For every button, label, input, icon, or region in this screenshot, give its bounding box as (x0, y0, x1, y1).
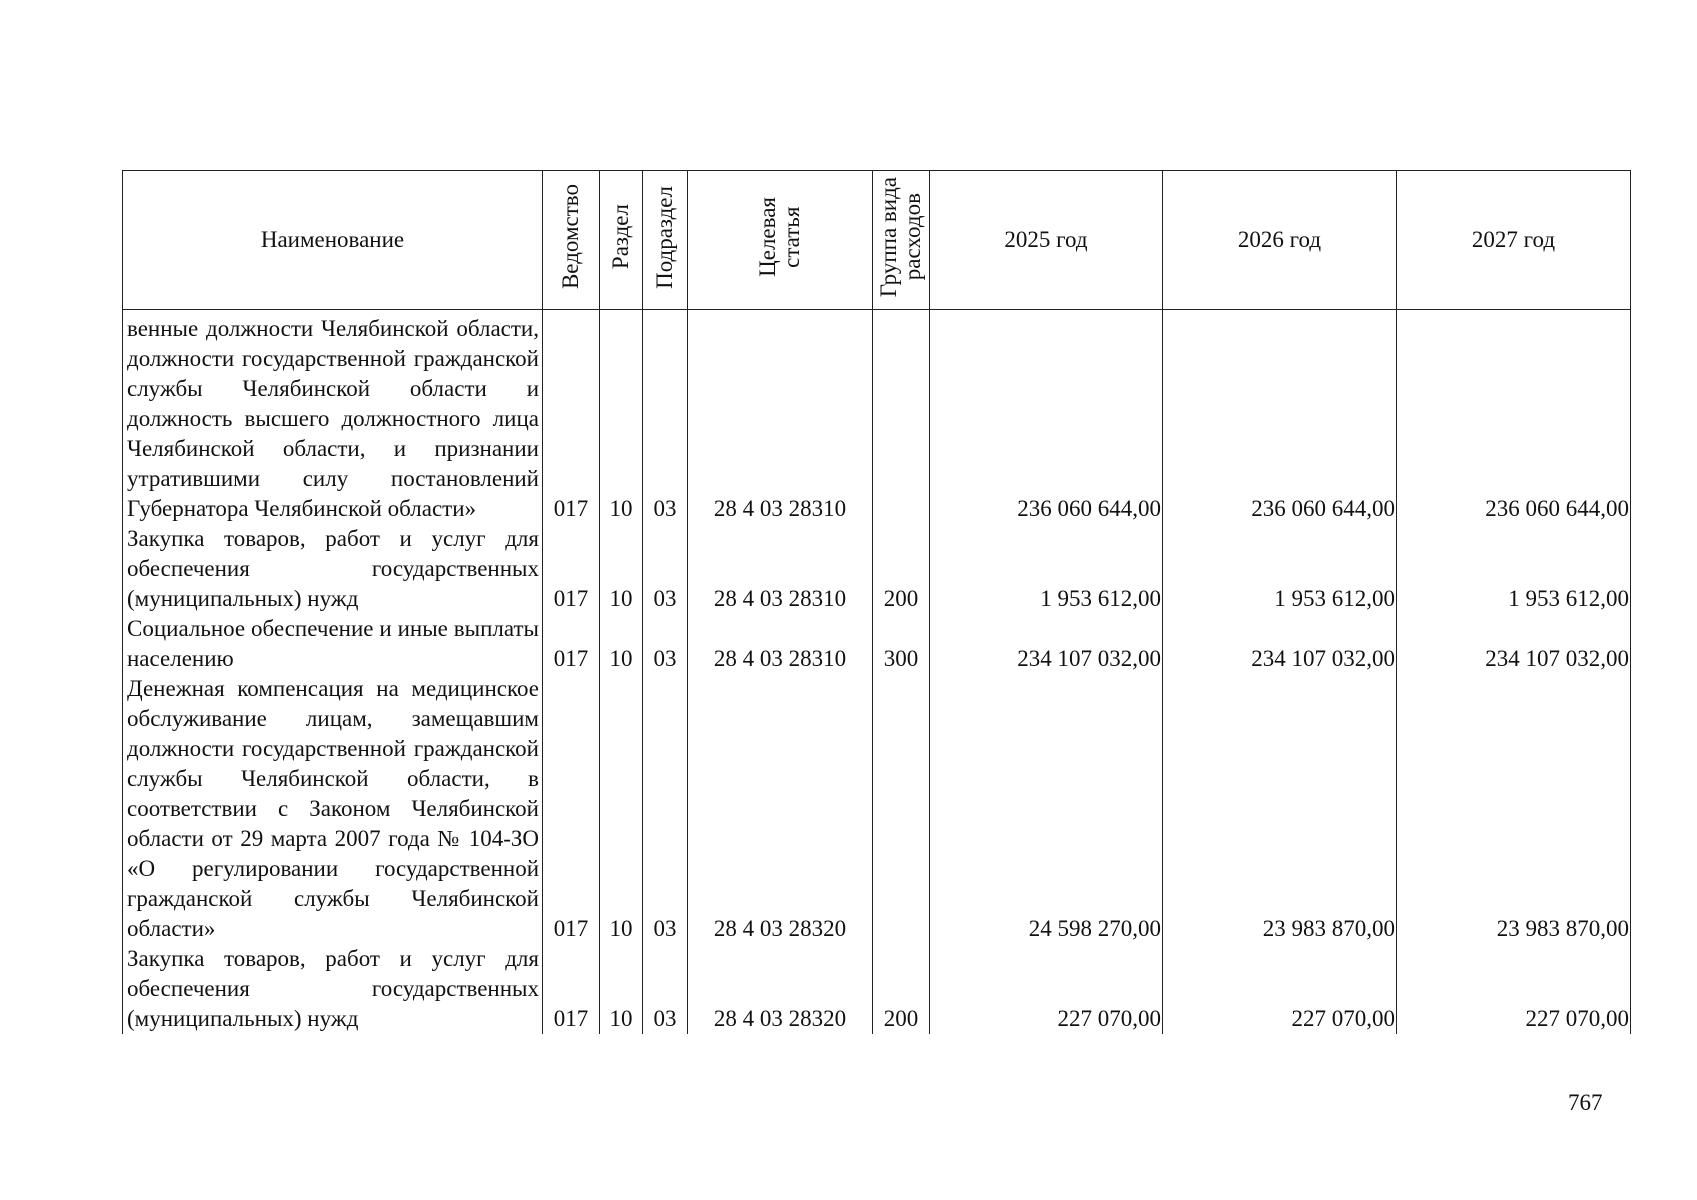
row-2026: 227 070,00 (1163, 944, 1397, 1034)
page-number: 767 (1568, 1090, 1603, 1115)
budget-table (122, 170, 1631, 1034)
header-2026-label: 2026 год (1237, 227, 1322, 252)
row-gruppa: 200 (873, 524, 930, 614)
header-gruppa (873, 171, 930, 310)
header-2025 (930, 171, 1163, 310)
row-celevaya: 28 4 03 28310 (688, 310, 873, 525)
table-row (123, 614, 1631, 674)
row-2027: 1 953 612,00 (1397, 524, 1631, 614)
row-celevaya: 28 4 03 28320 (688, 944, 873, 1034)
row-gruppa: 200 (873, 944, 930, 1034)
row-celevaya: 28 4 03 28320 (688, 674, 873, 944)
row-2025: 1 953 612,00 (930, 524, 1163, 614)
header-celevaya-label (756, 197, 804, 277)
row-celevaya: 28 4 03 28310 (688, 614, 873, 674)
row-2026: 1 953 612,00 (1163, 524, 1397, 614)
header-celevaya (688, 171, 873, 310)
row-2025: 236 060 644,00 (930, 310, 1163, 525)
row-vedomstvo: 017 (543, 944, 600, 1034)
row-podrazdel: 03 (643, 524, 688, 614)
row-name: Закупка товаров, работ и услуг для обеспечения государственных (муниципальных) нужд (123, 524, 543, 614)
row-razdel: 10 (600, 614, 643, 674)
row-2027: 227 070,00 (1397, 944, 1631, 1034)
row-name: венные должности Челябинской области, должности государственной гражданской службы Челябинской области и должность высшего должностного лица Челябинской области, и признании утратившими силу постановлений Губернатора Челябинской области» (123, 310, 543, 525)
header-gruppa-label (877, 177, 925, 297)
row-name: Денежная компенсация на медицинское обслуживание лицам, замещавшим должности государственной гражданской службы Челябинской области, в соответствии с Законом Челябинской области от 29 марта 2007 года № 104-ЗО «О регулировании государственной гражданской службы Челябинской области» (123, 674, 543, 944)
row-vedomstvo: 017 (543, 310, 600, 525)
row-razdel: 10 (600, 674, 643, 944)
header-2027 (1397, 171, 1631, 310)
table-row (123, 524, 1631, 614)
row-2026: 23 983 870,00 (1163, 674, 1397, 944)
row-celevaya: 28 4 03 28310 (688, 524, 873, 614)
row-2026: 234 107 032,00 (1163, 614, 1397, 674)
row-name: Социальное обеспечение и иные выплаты населению (123, 614, 543, 674)
header-name (123, 171, 543, 310)
table-row (123, 944, 1631, 1034)
row-2027: 234 107 032,00 (1397, 614, 1631, 674)
row-name: Закупка товаров, работ и услуг для обеспечения государственных (муниципальных) нужд (123, 944, 543, 1034)
header-vedomstvo (543, 171, 600, 310)
row-gruppa (873, 310, 930, 525)
row-vedomstvo: 017 (543, 614, 600, 674)
header-2025-label: 2025 год (1004, 227, 1088, 252)
header-vedomstvo-label: Ведомство (557, 184, 583, 290)
header-celevaya-line2: статья (779, 206, 804, 268)
row-2025: 234 107 032,00 (930, 614, 1163, 674)
header-2026 (1163, 171, 1397, 310)
header-podrazdel (643, 171, 688, 310)
table-body (123, 310, 1631, 1035)
row-podrazdel: 03 (643, 310, 688, 525)
header-razdel-label: Раздел (607, 204, 633, 270)
row-podrazdel: 03 (643, 614, 688, 674)
row-gruppa: 300 (873, 614, 930, 674)
row-razdel: 10 (600, 524, 643, 614)
row-2025: 24 598 270,00 (930, 674, 1163, 944)
header-gruppa-line1: Группа вида (875, 176, 901, 298)
row-vedomstvo: 017 (543, 524, 600, 614)
header-celevaya-line1: Целевая (754, 197, 780, 277)
row-2027: 23 983 870,00 (1397, 674, 1631, 944)
row-podrazdel: 03 (643, 674, 688, 944)
row-2025: 227 070,00 (930, 944, 1163, 1034)
row-vedomstvo: 017 (543, 674, 600, 944)
header-name-label: Наименование (260, 227, 405, 252)
header-gruppa-line2: расходов (900, 193, 925, 281)
header-2027-label: 2027 год (1471, 227, 1556, 252)
table-row (123, 674, 1631, 944)
row-razdel: 10 (600, 310, 643, 525)
table-row (123, 310, 1631, 525)
row-gruppa (873, 674, 930, 944)
row-razdel: 10 (600, 944, 643, 1034)
row-2026: 236 060 644,00 (1163, 310, 1397, 525)
header-podrazdel-label: Подраздел (651, 185, 677, 289)
row-podrazdel: 03 (643, 944, 688, 1034)
header-razdel (600, 171, 643, 310)
table-header (123, 171, 1631, 310)
row-2027: 236 060 644,00 (1397, 310, 1631, 525)
